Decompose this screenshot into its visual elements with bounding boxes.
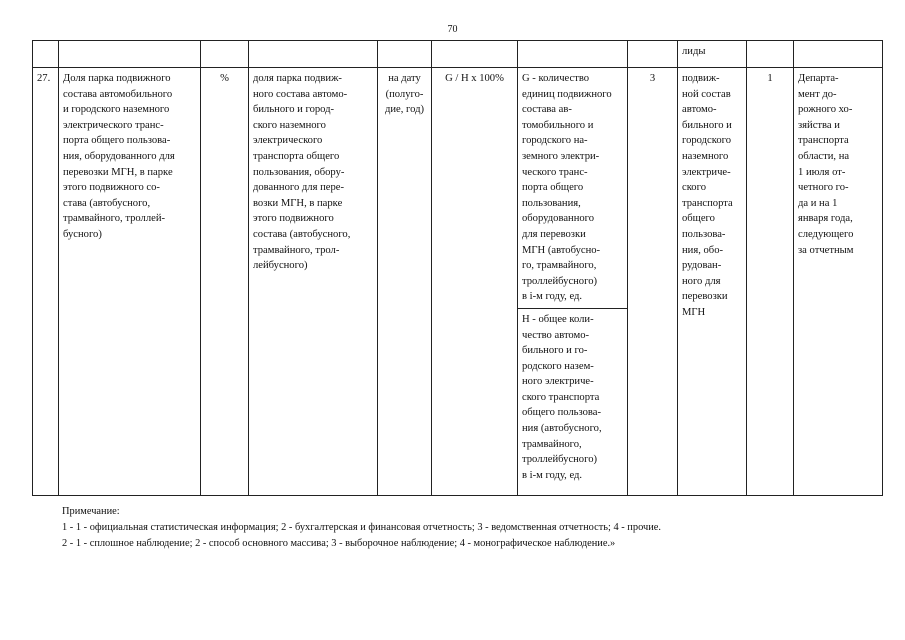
periodicity: на дату (полуго- дие, год) <box>378 68 432 496</box>
cell-empty <box>378 41 432 68</box>
cell-empty <box>628 41 678 68</box>
calculation-formula: G / H x 100% <box>432 68 518 496</box>
notes-line-2: 2 - 1 - сплошное наблюдение; 2 - способ основного массива; 3 - выборочное наблюдение; 4 - монографическое наблюдение.» <box>62 538 616 549</box>
collection-method-code: 3 <box>628 68 678 496</box>
notes-title: Примечание: <box>62 506 120 517</box>
cell-empty <box>794 41 883 68</box>
unit-of-measure: % <box>201 68 249 496</box>
observed-population: подвиж- ной состав автомо- бильного и городского наземного электриче- ского транспорта общего пользова- ния, обо- рудован- ного для перевозки МГН <box>678 68 747 496</box>
cell-empty <box>518 41 628 68</box>
indicator-table <box>32 40 883 496</box>
cell-empty <box>432 41 518 68</box>
page-number: 70 <box>447 24 458 35</box>
continuation-row <box>33 41 883 68</box>
variable-g-description: G - количество единиц подвижного состава ав- томобильного и городского на- земного электри- ческого транс- порта общего пользования, оборудованного для перевозки МГН (автобусно- го, трамвайного, троллейбусного) в i-м году, ед. <box>518 68 628 309</box>
notes-line-1: 1 - 1 - официальная статистическая информация; 2 - бухгалтерская и финансовая отчетность; 3 - ведомственная отчетность; 4 - прочие. <box>62 522 661 533</box>
cell-empty <box>59 41 201 68</box>
indicator-definition: доля парка подвиж- ного состава автомо- бильного и город- ского наземного электрического транспорта общего пользования, обору- дованного для пере- возки МГН, в парке этого подвижного состава (автобусного, трамвайного, трол- лейбусного) <box>249 68 378 496</box>
cell-empty <box>33 41 59 68</box>
cell-empty <box>201 41 249 68</box>
indicator-name: Доля парка подвижного состава автомобильного и городского наземного электрического транс- порта общего пользова- ния, оборудованного для перевозки МГН, в парке этого подвижного со- става (автобусного, трамвайного, троллей- бусного) <box>59 68 201 496</box>
observation-method-code: 1 <box>747 68 794 496</box>
cell-empty <box>249 41 378 68</box>
responsible-body: Департа- мент до- рожного хо- зяйства и транспорта области, на 1 июля от- четного го- да и на 1 января года, следующего за отчетным <box>794 68 883 496</box>
cell-empty <box>747 41 794 68</box>
indicator-row <box>33 68 883 309</box>
cell-continuation-text: лиды <box>678 41 747 68</box>
variable-h-description: Н - общее коли- чество автомо- бильного и го- родского назем- ного электриче- ского транспорта общего пользова- ния (автобусного, трамвайного, троллейбусного) в i-м году, ед. <box>518 308 628 495</box>
row-number: 27. <box>33 68 59 496</box>
notes-section <box>62 504 882 552</box>
